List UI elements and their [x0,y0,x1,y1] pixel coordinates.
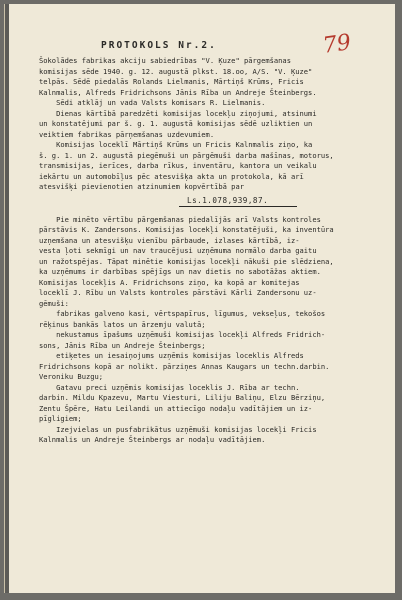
text-line: uzņemšana un atesvišķu vienību pārbaude, izlases kārtībā, iz- [39,235,300,245]
text-line: Izejvielas un pusfabrikātus uzņēmuši komisijas locekļi Fricis [39,424,317,434]
text-line: š. g. 1. un 2. augustā piegēmuši un pārgēmuši darba mašīnas, motorus, [39,150,334,160]
total-amount-row [39,193,389,209]
text-line: etiķetes un iesaiņojums uzņēmis komisijas loceklis Alfreds [39,351,304,360]
handwritten-page-number: 79 [321,30,353,59]
text-line: komisijas sēde 1940. g. 12. augustā plkst. 18.oo, A/S. "V. Ķuze" [39,66,313,76]
text-line: Fridrichsons kopā ar nolikt. pārziņes Annas Kaugars un techn.darbin. [39,361,330,371]
text-line: ka uzņēmums ir darbības spējīgs un nav dietis no sabotāžas aktiem. [39,267,321,276]
text-line: Šokolādes fabrikas akciju sabiedrības "V. Ķuze" pārgemšanas [39,56,291,65]
document-title: PROTOKOLS Nr.2. [101,40,217,51]
text-line: Zentu Špēre, Hatu Leilandi un attiecīgo nodaļu vadītājiem un iz- [39,403,313,413]
text-line: Gatavu preci uzņēmis komisijas loceklis J. Rība ar techn. [39,382,300,392]
text-line: Kalnmalis un Andreje Šteinbergs ar nodaļu vadītājiem. [39,435,266,444]
text-line: Komisijas locekļis A. Fridrichsons ziņo, ka kopā ar komitejas [39,277,300,287]
text-line: un ražotspējas. Tāpat minētie komisijas locekļi nākuši pie slēdziena, [39,256,334,266]
paragraph-block-1 [39,56,389,193]
text-line: transmisijas, ierīces, darba rīkus, inventāru, kantora un veikalu [39,161,317,170]
document-page [4,4,395,593]
text-line: pīgligiem; [39,414,82,423]
text-line: atesvišķi pievienotien atzinumiem kopvērtībā par [39,182,244,191]
total-amount: Ls.1.078,939,87. [187,195,269,205]
text-line: pārstāvis K. Zandersons. Komisijas locekļi konstatējuši, ka inventūra [39,225,334,234]
text-line: Pie minēto vērtību pārgemšanas piedalījās arī Valsts kontroles [39,214,321,224]
text-line: rēķinus bankās latos un ārzemju valutā; [39,319,206,329]
document-body [39,56,389,446]
text-line: Veroniku Buzgu; [39,372,104,381]
paragraph-block-2 [39,215,389,446]
text-line: iekārtu un automobīļus pēc atesvišķa akta un protokola, kā arī [39,171,304,181]
text-line: Komisijas loceklī Mārtiņš Krūms un Fricis Kalnmalis ziņo, ka [39,140,313,149]
text-line: Dienas kārtībā paredzēti komisijas locekļu ziņojumi, atsinumi [39,108,317,118]
text-line: veiktiem fabrikas pārņemšanas uzdevumiem. [39,129,215,139]
text-line: loceklī J. Rību un Valsts kontroles pārstāvi Kārli Zandersonu uz- [39,288,317,297]
text-line: vesta ļoti sekmīgi un nav traucējusi uzņēmuma normālo darba gaitu [39,246,317,255]
text-line: Sēdi atklāj un vada Valsts komisars R. Lielmanis. [39,98,266,107]
text-line: Kalnmalis, Alfreds Fridrichsons Jānis Rība un Andreje Šteinbergs. [39,87,317,97]
text-line: nekustamus īpašums uzņēmuši komisijas locekļi Alfreds Fridrich- [39,330,326,339]
binding-edge [5,4,9,593]
text-line: un konstatējumi par š. g. 1. augustā komisijas sēdē uzliktien un [39,119,313,128]
text-line: telpās. Sēdē piedalās Rolands Lielmanis, Mārtiņš Krūms, Fricis [39,77,304,86]
text-line: sons, Jānis Rība un Andreje Šteinbergs; [39,340,206,350]
text-line: gēmuši: [39,298,69,308]
amount-underline [179,206,297,207]
text-line: fabrikas galveno kasi, vērtspapīrus, līgumus, vekseļus, tekošos [39,309,326,318]
text-line: darbin. Mildu Kpazevu, Martu Viesturi, Liliju Baliņu, Elzu Bērziņu, [39,393,326,402]
